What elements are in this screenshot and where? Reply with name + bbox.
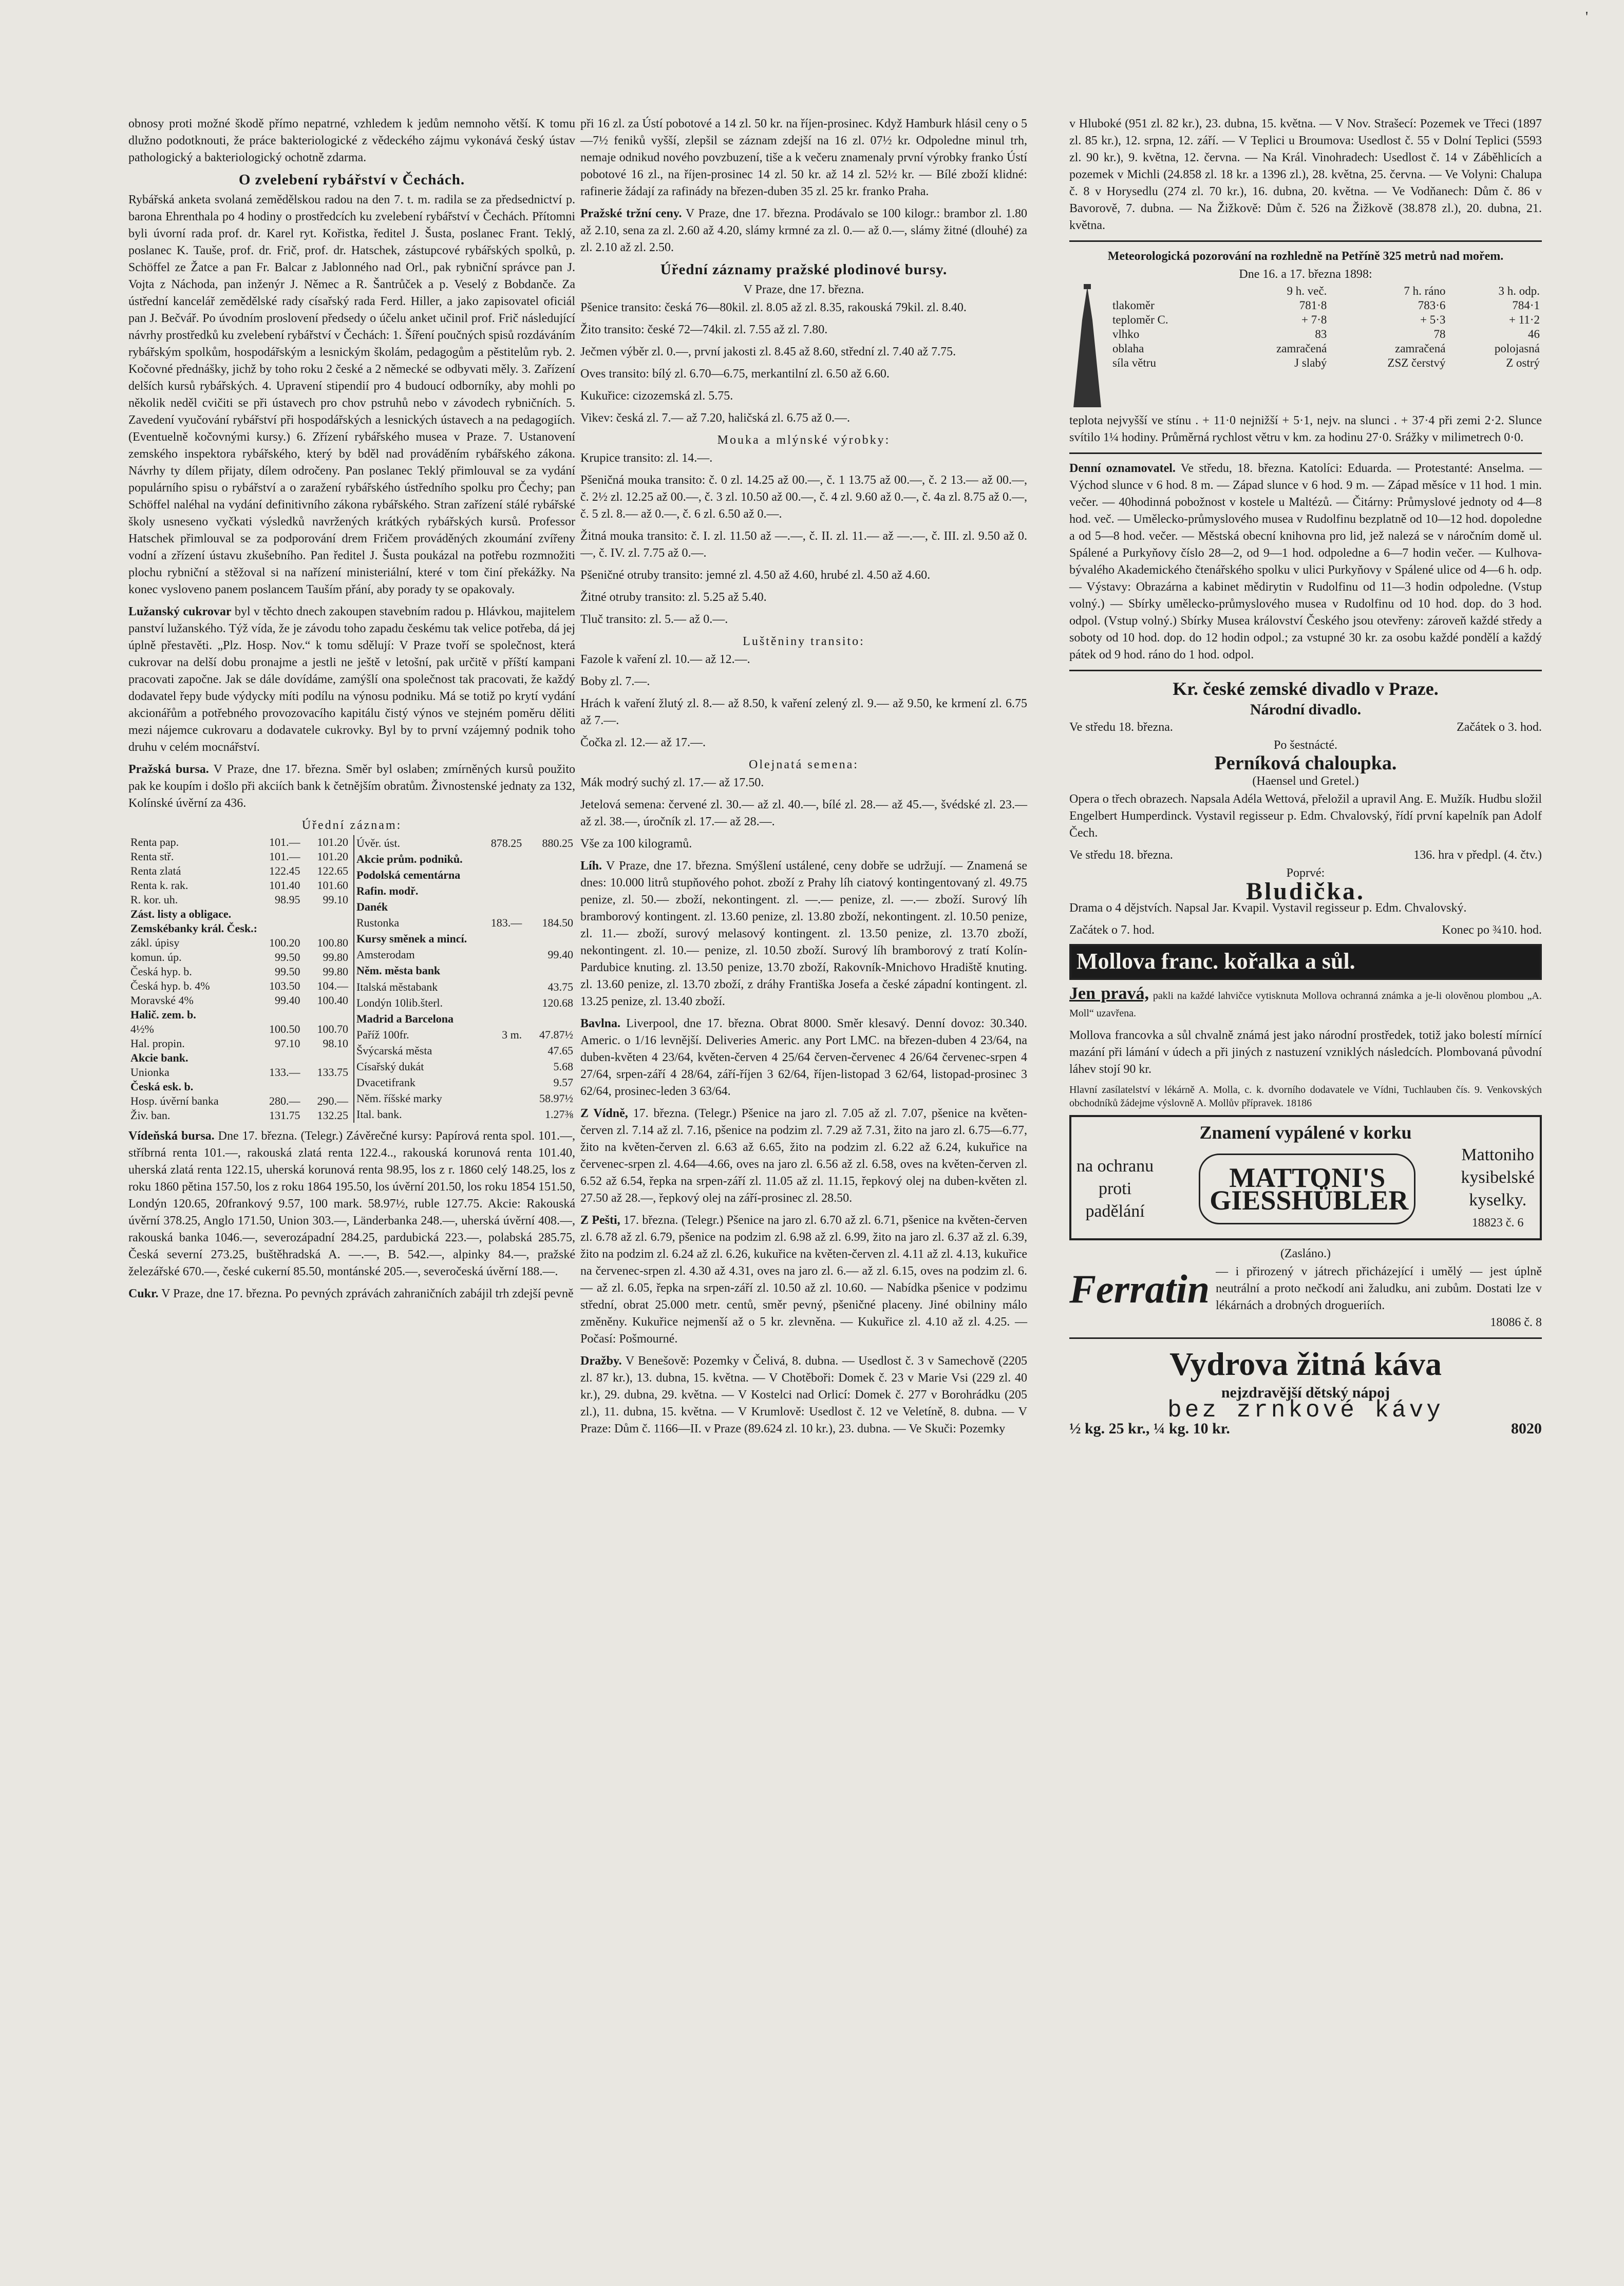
performance-2-end: Konec po ¾10. hod. xyxy=(1442,923,1542,937)
market-quote-line: Pšeničná mouka transito: č. 0 zl. 14.25 až 00.—, č. 1 13.75 až 00.—, č. 2 13.— až 00.—, č. 2½ zl. 12.25 až 00.—, č. 3 zl. 10.50 až 00.—, č. 4 zl. 9.60 až 0.—, č. 4a zl. 8.75 až 0.—, č. 5 zl. 8.— až 0.—, č. 6 zl. 6.50 až 0.—. xyxy=(580,474,1027,521)
vienna-bourse-text: Dne 17. března. (Telegr.) Závěrečné kursy: Papírová renta spol. 101.—, stříbrná renta 101.—, rakouská zlatá renta 122.4.., rakouská korunová renta 101.40, uherská zlatá renta 122.15, uherská korunová renta 98.95, los z r. 1860 celý 148.25, los z roku 1860 pětina 157.50, los z roku 1864 195.50, los úvěrní 201.50, los roku 1854 151.50, Londýn 120.65, 20frankový 9.57, 100 mark. 58.97½, ruble 127.75. Akcie: Rakouská úvěrní 378.25, Anglo 171.50, Union 303.—, Länderbanka 248.—, uherská úvěrní 408.—, rakouská banka 1046.—, severozápadní 284.25, pardubická 223.—, polabská 285.75, Česká severní 273.25, buštěhradská A. —.—, B. 542.—, alpinky 84.—, pražské železářské 670.—, české cukerní 85.50, montánské 205.—, severočeská úvěrní 188.—. xyxy=(128,1129,576,1278)
pest-grain-text: 17. března. (Telegr.) Pšenice na jaro zl. 6.70 až zl. 6.71, pšenice na květen-červen zl. 6.78 až zl. 6.79, pšenice na podzim zl. 6.98 až zl. 6.99, žito na jaro zl. 6.37 až zl. 6.39, žito na podzim zl. 6.24 až zl. 6.26, kukuřice na květen-červen zl. 4.11 až zl. 4.13, kukuřice na červenec-srpen zl. 4.30 až 4.31, oves na jaro zl. 6.— až zl. 6.15, oves na podzim zl. 6.— až zl. 6.05, řepka na srpen-září zl. 10.50 až zl. 10.60. — Nabídka pšenice v podzimu střední, obrat 25.000 metr. centů, směr pevný, pšeničné placeny. Jiné obilniny málo změněny. Kukuřice nejmenší až o 5 kr. zlevněna. — Kukuřice zl. 4.10 až zl. 4.25. — Počasí: Pošmourné. xyxy=(580,1214,1028,1346)
quote-row xyxy=(354,867,575,883)
quotes-right-table xyxy=(353,835,575,1123)
moll-ad-only-text: pakli na každé lahvičce vytisknuta Mollova ochranná známka a je-li olověnou plombou „A. Moll“ uzavřena. xyxy=(1069,990,1542,1019)
vienna-bourse-heading: Vídeňská bursa. xyxy=(128,1129,215,1143)
market-quote-line: Žitná mouka transito: č. I. zl. 11.50 až —.—, č. II. zl. 11.— až —.—, č. III. zl. 9.50 až 0.—, č. IV. zl. 7.75 až 0.—. xyxy=(580,530,1027,560)
quote-row xyxy=(128,878,350,893)
performance-2-date: Ve středu 18. března. xyxy=(1069,848,1173,862)
moll-ad-only: Jen pravá, xyxy=(1069,984,1149,1003)
fishery-heading: O zvelebení rybářství v Čechách. xyxy=(238,172,465,188)
mattoni-left-line: proti xyxy=(1098,1179,1132,1198)
quote-value: 183.— xyxy=(490,916,522,930)
quote-value: 47.87½ xyxy=(539,1028,573,1041)
quote-name: Zást. listy a obligace. xyxy=(130,908,232,920)
market-quote-line: Vikev: česká zl. 7.— až 7.20, haličská zl. 6.75 až 0.—. xyxy=(580,411,851,425)
performance-2-sub: Poprvé: xyxy=(1286,866,1325,880)
divider xyxy=(1069,452,1542,454)
mattoni-ad xyxy=(1069,1115,1542,1240)
sugar-continued: při 16 zl. za Ústí pobotové a 14 zl. 50 kr. na říjen-prosinec. Když Hamburk hlásil ceny o 5—7½ feniků vyšší, zlepšil se záznam zdejší na 16 zl. 07½ kr. Odpoledne minul trh, nemaje odnikud nového povzbuzení, tiše a k večeru znamenaly první výrobky franko Ústí pobotové 16 zl., na říjen-prosinec 14 zl. 50 kr. až 14 zl. 52½ kr. — Bílé zboží klidné: rafinerie žádají za rafinády na březen-duben 35 zl. 25 kr. franko Praha. xyxy=(580,117,1027,198)
market-quote-line: Kukuřice: cizozemská zl. 5.75. xyxy=(580,389,733,403)
market-quote-line: Žito transito: české 72—74kil. zl. 7.55 až zl. 7.80. xyxy=(580,323,828,336)
vienna-grain-heading: Z Vídně, xyxy=(580,1107,628,1120)
moll-ad-depot xyxy=(1069,1083,1542,1110)
quotes-left-table xyxy=(128,835,350,1123)
quote-name: Rustonka xyxy=(356,916,400,930)
performance-2-start: Začátek o 7. hod. xyxy=(1069,923,1155,937)
quote-row xyxy=(354,995,575,1011)
market-prices-text: V Praze, dne 17. března. Prodávalo se 100 kilogr.: brambor zl. 1.80 až 2.10, sena za zl. 2.60 až 4.20, slámy krmné za zl. 0.— až 0.—, slámy žitné (dlouhé) za zl. 2.10 až zl. 2.50. xyxy=(580,207,1027,254)
moll-ad-depot-text: Hlavní zasílatelství v lékárně A. Molla, c. k. dvorního dodavatele ve Vídni, Tuchlauben čís. 9. Venkovských obchodníků žádejme výslovně A. Mollův přípravek. xyxy=(1069,1084,1542,1109)
quote-row xyxy=(128,1008,350,1022)
weather-table xyxy=(1110,284,1542,370)
quote-value: 100.80 xyxy=(317,936,348,949)
quote-value: 99.40 xyxy=(275,994,300,1007)
sugar-factory-text: byl v těchto dnech zakoupen stavebním radou p. Hlávkou, majitelem panství lužanského. Týž vída, že je závodu toho zapadu českému tak velice potřeba, dá jej úplně přestavěti. „Plz. Hosp. Nov.“ k tomu sdělují: V Praze tvoří se společnost, která cukrovar na delší dobu pronajme a jestli ne ještě v letošní, pak určitě v příští kampani pracovati započne. Jak se dále dovídáme, zamýšlí ona společnost tak pracovati, že každý dodavatel řepy bude výdycky míti podílu na výnosu podniku. Má se totiž po krytí vydání akcionářům a potřebného provozovacího kapitálu čistý výnos ve stejném poměru děliti mezi nájemce cukrovaru a dodavatele cukrovky. Byl by to první vzájemný podnik toho druhu v celém mocnářství. xyxy=(128,605,575,754)
quote-name: R. kor. uh. xyxy=(130,893,178,906)
quote-value: 132.25 xyxy=(317,1109,348,1122)
oilseed-heading: Olejnatá semena: xyxy=(749,758,859,771)
quote-value: 122.65 xyxy=(317,864,348,877)
weather-value: 783·6 xyxy=(1418,299,1446,312)
quote-name: Italská městabank xyxy=(356,980,438,993)
quote-name: Unionka xyxy=(130,1066,169,1079)
quote-name: zákl. úpisy xyxy=(130,936,180,949)
quote-value: 101.20 xyxy=(317,850,348,863)
market-quote-line: Krupice transito: zl. 14.—. xyxy=(580,451,713,465)
auctions-continued: v Hluboké (951 zl. 82 kr.), 23. dubna, 15. května. — V Nov. Strašecí: Pozemek ve Třeci (1897 zl. 85 kr.), 12. srpna, 12. září. — V Teplici u Broumova: Usedlost č. 55 v Dolní Teplici (5593 zl. 90 kr.), 9. května, 12. června. — Na Král. Vinohradech: Usedlost č. 14 v Záběhlicích a pozemek v Michli (24.858 zl. 18 kr. a 1396 zl.), 28. května, 25. června. — Ve Volyni: Chalupa č. 8 v Horysedlu (274 zl. 70 kr.), 16. dubna, 20. května. — Ve Vodňanech: Dům č. 86 v Bavorově, 7. dubna. — Na Žižkově: Dům č. 526 na Žižkově (38.878 zl.), 20. dubna, 21. května. xyxy=(1069,117,1542,232)
quote-value: 99.10 xyxy=(323,893,348,906)
prague-bourse-text: V Praze, dne 17. března. Směr byl oslaben; zmírněných kursů použito pak ke koupím i došlo při akciích bank k četnějším obratům. Živnostenské jednaty za 132, Kolínské úvěrní za 436. xyxy=(128,763,575,810)
weather-value: ZSZ čerstvý xyxy=(1387,356,1446,369)
auctions-heading: Dražby. xyxy=(580,1354,622,1368)
mattoni-ad-body xyxy=(1077,1144,1535,1234)
moll-ad-title: Mollova franc. kořalka a sůl. xyxy=(1077,949,1355,974)
mattoni-right-line: kysibelské xyxy=(1461,1168,1535,1187)
quote-row xyxy=(354,1075,575,1091)
quote-row xyxy=(354,931,575,947)
weather-heading: Meteorologická pozorování na rozhledně na Petříně 325 metrů nad mořem. xyxy=(1107,250,1504,263)
quote-row xyxy=(128,864,350,878)
performance-2-times xyxy=(1069,922,1542,939)
quote-value: 878.25 xyxy=(490,836,522,849)
page-marker: ' xyxy=(1585,9,1588,25)
quote-name: 4½% xyxy=(130,1023,154,1035)
spirit-heading: Líh. xyxy=(580,859,602,873)
quote-row xyxy=(354,883,575,899)
quote-row xyxy=(354,899,575,915)
quote-row xyxy=(128,950,350,965)
quote-row xyxy=(354,1027,575,1043)
quote-name: Zemskébanky král. Česk.: xyxy=(130,922,257,935)
quote-name: Švýcarská města xyxy=(356,1044,432,1057)
weather-block xyxy=(1069,284,1542,412)
performance-1-title: Perníková chaloupka. xyxy=(1214,752,1397,774)
quote-value xyxy=(477,1075,524,1091)
mattoni-right-line: kyselky. xyxy=(1469,1191,1527,1210)
grain-list xyxy=(580,299,1027,427)
quote-name: Dvacetifrank xyxy=(356,1076,416,1089)
quote-row xyxy=(354,915,575,931)
weather-row xyxy=(1110,298,1542,313)
quote-row xyxy=(128,1036,350,1051)
divider xyxy=(1069,1337,1542,1339)
performance-1-date: Ve středu 18. března. xyxy=(1069,721,1173,734)
mattoni-ad-right xyxy=(1461,1144,1535,1234)
prague-bourse-article xyxy=(128,761,575,812)
quote-value: 98.10 xyxy=(323,1037,348,1050)
quote-name: Renta pap. xyxy=(130,836,179,848)
mattoni-ad-left xyxy=(1077,1155,1154,1223)
quote-value: 99.40 xyxy=(547,948,573,961)
quote-value: 100.40 xyxy=(317,994,348,1007)
market-quote-line: Pšeničné otruby transito: jemné zl. 4.50 až 4.60, hrubé zl. 4.50 až 4.60. xyxy=(580,569,931,582)
quote-row xyxy=(354,963,575,979)
quote-row xyxy=(128,936,350,950)
quote-value: 184.50 xyxy=(542,916,573,930)
quote-row xyxy=(128,921,350,936)
quote-name: Danék xyxy=(356,900,388,913)
quote-name: Něm. říšské marky xyxy=(356,1092,442,1105)
quote-value: 58.97½ xyxy=(539,1092,573,1105)
market-quote-line: Jetelová semena: červené zl. 30.— až zl. 40.—, bílé zl. 28.— až 45.—, švédské zl. 23.— až zl. 38.—, úročník zl. 17.— až 28.—. xyxy=(580,798,1027,828)
quote-row xyxy=(128,1080,350,1094)
quote-row xyxy=(354,947,575,963)
market-prices-article xyxy=(580,205,1027,256)
quote-value: 101.60 xyxy=(317,879,348,892)
quote-value: 131.75 xyxy=(269,1109,300,1122)
ferratin-text: — i přirozený v játrech přicházející i umělý — jest úplně neutrální a proto nečkodí ani žaludku, ani zubům. Dostati lze v lékárnách a drobných drogueriích. xyxy=(1216,1265,1542,1312)
quote-name: Londýn 10lib.šterl. xyxy=(356,996,443,1009)
column-1 xyxy=(128,116,575,1308)
performance-2-desc: Drama o 4 dějstvích. Napsal Jar. Kvapil. Vystavil regisseur p. Edm. Chvalovský. xyxy=(1069,901,1467,915)
quote-value xyxy=(477,1059,524,1075)
market-prices-heading: Pražské tržní ceny. xyxy=(580,207,682,220)
oilseed-list xyxy=(580,774,1027,853)
coffee-ad-number: 8020 xyxy=(1511,1420,1542,1437)
weather-value: + 5·3 xyxy=(1420,313,1446,326)
cotton-heading: Bavlna. xyxy=(580,1017,621,1030)
weather-column-header: 3 h. odp. xyxy=(1498,285,1540,297)
weather-value: 784·1 xyxy=(1512,299,1540,312)
quote-value: 99.50 xyxy=(275,965,300,978)
quote-value: 5.68 xyxy=(553,1060,573,1073)
quote-row xyxy=(128,893,350,907)
divider xyxy=(1069,240,1542,242)
quote-name: Rafin. modř. xyxy=(356,884,419,897)
official-record-heading: Úřední záznam: xyxy=(301,819,402,832)
pulse-heading: Luštěniny transito: xyxy=(743,635,865,648)
mattoni-label-line: MATTONI'S xyxy=(1229,1162,1386,1193)
grain-bourse-heading: Úřední záznamy pražské plodinové bursy. xyxy=(660,261,948,278)
coffee-ad-title: Vydrova žitná káva xyxy=(1169,1346,1442,1382)
quote-value: 100.70 xyxy=(317,1023,348,1035)
weather-measure: tlakoměr xyxy=(1112,299,1155,312)
theatre-subheading: Národní divadlo. xyxy=(1250,701,1362,718)
market-quote-line: Oves transito: bílý zl. 6.70—6.75, merkantilní zl. 6.50 až 6.60. xyxy=(580,367,890,381)
moll-ad-text: Mollova francovka a sůl chvalně známá jest jako národní prostředek, totiž jako bolestí mírnící mazání při lámání v údech a při jiných z nastuzení vzniklých následcích. Plombovaná původní láhev stojí 90 kr. xyxy=(1069,1029,1542,1076)
quote-name: Česká esk. b. xyxy=(130,1080,194,1093)
market-quote-line: Mák modrý suchý zl. 17.— až 17.50. xyxy=(580,776,764,789)
quote-row xyxy=(354,835,575,851)
cotton-article xyxy=(580,1015,1027,1100)
column-2 xyxy=(580,116,1027,1443)
quote-name: Renta k. rak. xyxy=(130,879,188,892)
quote-name: Živ. ban. xyxy=(130,1109,171,1122)
mattoni-ad-number: 18823 č. 6 xyxy=(1471,1216,1524,1230)
daily-notices-text: Ve středu, 18. března. Katolíci: Eduarda. — Protestanté: Anselma. — Východ slunce v 6 hod. 8 m. — Západ slunce v 6 hod. 9 m. — Západ měsíce v 11 hod. 1 min. večer. — 40hodinná pobožnost v kostele u Maltézů. — Čitárny: Průmyslové jednoty od 4—8 hod. več. — Umělecko-průmyslového musea v Rudolfinu bezplatně od 10—12 hod. dopoledne a od 5—8 hod. večer. — Městská obecní knihovna pro lid, jež nalezá se v náročním domě ul. Spálené a Purkyňovy číslo 28—2, od 9—1 hod. odpoledne a 6—7 hodin večer. — Kulhova-bývalého Akademického čtenářského spolku v ulici Purkyňovy v Spálené ulice od 4—6 h. odp. — Výstavy: Obrazárna a kabinet mědirytin v Rudolfinu od 11—3 hodin odpoledne. (Vstup volný.) — Sbírky umělecko-průmyslového musea v Rudolfinu od 10 hod. dop. do 3 hod. odpol. (Vstup volný.) Sbírky Musea království Českého jsou otevřeny: zároveň každé středy a soboty od 10 hod. dop. do 12 hodin odpol.; za vstupné 30 kr. za osobu každé pondělí a každý pátek od 9 hod. ráno do 1 hod. odpol. xyxy=(1069,462,1542,662)
quote-row xyxy=(354,1107,575,1123)
intro-paragraph: obnosy proti možné škodě přímo nepatrné, vzhledem k jedům nemnoho větší. K tomu dlužno podotknouti, že práce bakteriologické z vědeckého zájmu vykonává český ústav pathologický a bakteriologický ochotně zdarma. xyxy=(128,117,575,164)
sugar-factory-heading: Lužanský cukrovar xyxy=(128,605,232,618)
quote-name: Paříž 100fr. xyxy=(356,1028,409,1041)
quote-name: Hosp. úvěrní banka xyxy=(130,1094,219,1107)
weather-column-header: 9 h. več. xyxy=(1287,285,1327,297)
performance-1-original: (Haensel und Gretel.) xyxy=(1252,774,1359,788)
pest-grain-heading: Z Pešti, xyxy=(580,1214,620,1227)
column-3 xyxy=(1069,116,1542,1437)
sugar-market-heading: Cukr. xyxy=(128,1287,159,1300)
quote-value xyxy=(477,1043,524,1059)
quote-name: Halič. zem. b. xyxy=(130,1008,196,1021)
grain-bourse-date: V Praze, dne 17. března. xyxy=(743,283,864,296)
performance-2-extra: 136. hra v předpl. (4. čtv.) xyxy=(1413,848,1542,862)
quote-name: Moravské 4% xyxy=(130,994,194,1007)
quote-value: 47.65 xyxy=(547,1044,573,1057)
quote-value: 100.50 xyxy=(269,1023,300,1035)
quote-name: Madrid a Barcelona xyxy=(356,1012,454,1025)
quote-name: Podolská cementárna xyxy=(356,868,461,881)
quote-row xyxy=(128,1022,350,1036)
quote-value: 280.— xyxy=(269,1094,300,1107)
performance-1-sub: Po šestnácté. xyxy=(1274,739,1337,752)
quote-value xyxy=(477,947,524,963)
market-quote-line: Žitné otruby transito: zl. 5.25 až 5.40. xyxy=(580,591,767,604)
quote-name: Něm. města bank xyxy=(356,964,441,977)
quote-name: Kursy směnek a mincí. xyxy=(356,932,467,946)
quote-name: Česká hyp. b. 4% xyxy=(130,979,210,992)
quote-value: 104.— xyxy=(317,979,348,992)
market-quote-line: Ječmen výběr zl. 0.—, první jakosti zl. 8.45 až 8.60, střední zl. 7.40 až 7.75. xyxy=(580,345,956,358)
quote-value: 97.10 xyxy=(275,1037,300,1050)
flour-heading: Mouka a mlýnské výrobky: xyxy=(717,433,891,447)
quote-row xyxy=(128,979,350,993)
quote-name: Renta zlatá xyxy=(130,864,181,877)
ferratin-ad xyxy=(1069,1263,1542,1314)
quote-value: 101.40 xyxy=(269,879,300,892)
quote-value: 122.45 xyxy=(269,864,300,877)
market-quote-line: Pšenice transito: česká 76—80kil. zl. 8.05 až zl. 8.35, rakouská 79kil. zl. 8.40. xyxy=(580,301,967,314)
market-quote-line: Fazole k vaření zl. 10.— až 12.—. xyxy=(580,653,750,666)
quote-name: Ital. bank. xyxy=(356,1108,402,1121)
quote-value: 3 m. xyxy=(502,1028,522,1041)
petrin-tower-illustration xyxy=(1069,284,1105,412)
spirit-text: V Praze, dne 17. března. Smýšlení ustálené, ceny dobře se udržují. — Znamená se dnes: 10.000 litrů stupňového pohot. zboží z Prahy líh ciatový kontingentovaný zl. 49.75 penize, zl. 50.— zboží, nekontingent. zl. —.— penize, zl. —.— zboží. Surový líh bramborový kontingent. zl. 13.60 penize, zl. 13.80 zboží, nekontingent. zl. 10.50 penize, zl. 11.— zboží, surový melasový kontingent. zl. 13.50 penize, zl. 13.70 zboží, nekontingent. zl. 10.— penize, zl. 10.50 zboží. Surový líh bramborový z tratí Kolín-Pardubice knuting. zl. 13.50 penize, 13.70 zboží, Rakovník-Mnichovo Hradiště knuting. zl. 13.60 penize, zl. 13.70 zboží, z dráhy Františka Josefa a české západní kontingent. zl. 13.25 penize, zl. 13.40 zboží. xyxy=(580,859,1027,1008)
quote-value: 43.75 xyxy=(547,980,573,993)
vienna-grain-text: 17. března. (Telegr.) Pšenice na jaro zl. 7.05 až zl. 7.07, pšenice na květen-červen zl. 7.14 až zl. 7.16, pšenice na podzim zl. 7.29 až 7.31, žito na jaro zl. 6.75—6.77, žito na květen-červen zl. 6.63 až 6.65, žito na podzim zl. 6.22 až 6.24, kukuřice na červenec-srpen zl. 4.64—4.66, oves na jaro zl. 6.56 až zl. 6.58, oves na květen-červen zl. 6.52 až 6.54, řepka na srpen-září zl. 11.05 až zl. 11.15, řepkový olej na duben-květen zl. 27.50 až 28.—, řepkový olej na září-prosinec zl. 28.50. xyxy=(580,1107,1028,1205)
performance-1-desc: Opera o třech obrazech. Napsala Adéla Wettová, přeložil a upravil Ang. E. Mužík. Hudbu složil Engelbert Humperdinck. Vystavil regisseur p. Edm. Chvalovský, řídí první kapelník pan Adolf Čech. xyxy=(1069,792,1542,840)
quote-row xyxy=(128,907,350,921)
quote-row xyxy=(128,1108,350,1123)
quote-name: Česká hyp. b. xyxy=(130,965,192,978)
mattoni-cork-label xyxy=(1199,1154,1415,1224)
quote-value: 99.80 xyxy=(323,965,348,978)
quote-value: 101.— xyxy=(269,836,300,848)
weather-value: + 7·8 xyxy=(1301,313,1327,326)
sugar-market-article xyxy=(128,1286,575,1302)
quote-name: Hal. propin. xyxy=(130,1037,185,1050)
quote-row xyxy=(354,1011,575,1027)
spirit-article xyxy=(580,858,1027,1010)
quote-row xyxy=(128,1094,350,1108)
cotton-text: Liverpool, dne 17. března. Obrat 8000. Směr klesavý. Denní dovoz: 30.340. Americ. o 1/16 levnější. Deliveries Americ. any Port LMC. na březen-duben 4 23/64, na duben-květen 4 23/64, květen-červen 4 25/64 červen-červenec 4 26/64 červenec-srpen 4 27/64, srpen-září 4 28/64, září-říjen 3 62/64, říjen-listopad 3 62/64, listopad-prosinec 3 62/64, prosinec-leden 3 63/64. xyxy=(580,1017,1027,1098)
market-quote-line: Boby zl. 7.—. xyxy=(580,675,650,688)
prague-bourse-heading: Pražská bursa. xyxy=(128,763,209,776)
market-quote-line: Čočka zl. 12.— až 17.—. xyxy=(580,736,706,749)
quote-row xyxy=(354,1043,575,1059)
market-quote-line: Tluč transito: zl. 5.— až 0.—. xyxy=(580,613,728,626)
ferratin-logo: Ferratin xyxy=(1069,1266,1210,1311)
quote-row xyxy=(354,851,575,867)
quote-row xyxy=(354,1091,575,1107)
weather-value: 83 xyxy=(1315,328,1327,341)
quote-row xyxy=(128,965,350,979)
mattoni-left-line: na ochranu xyxy=(1077,1157,1154,1176)
weather-row xyxy=(1110,327,1542,342)
moll-ad-number: 18186 xyxy=(1286,1098,1312,1109)
performance-1-start: Začátek o 3. hod. xyxy=(1457,721,1542,734)
performance-2-title: Bludička. xyxy=(1245,878,1366,905)
quote-value xyxy=(477,979,524,995)
coffee-ad-subtitle: nejzdravější dětský nápoj xyxy=(1221,1384,1390,1401)
weather-row xyxy=(1110,356,1542,370)
weather-value: polojasná xyxy=(1494,342,1540,355)
mattoni-label-line: GIESSHÜBLER xyxy=(1210,1185,1409,1216)
weather-measure: vlhko xyxy=(1112,328,1140,341)
performance-2-info xyxy=(1069,847,1542,864)
vienna-bourse-article xyxy=(128,1128,575,1280)
quote-name: Akcie prům. podniků. xyxy=(356,852,463,865)
quote-name: Amsterodam xyxy=(356,948,415,961)
quote-value xyxy=(477,1091,524,1107)
weather-measure: teploměr C. xyxy=(1112,313,1168,326)
quote-value: 101.20 xyxy=(317,836,348,848)
weather-row xyxy=(1110,313,1542,327)
quote-value: 100.20 xyxy=(269,936,300,949)
coffee-ad-price: ½ kg. 25 kr., ¼ kg. 10 kr. xyxy=(1069,1420,1230,1437)
sugar-factory-article xyxy=(128,603,575,756)
market-quote-line: Vše za 100 kilogramů. xyxy=(580,837,692,851)
quote-row xyxy=(128,1051,350,1065)
quote-value: 120.68 xyxy=(542,996,573,1009)
pulse-list xyxy=(580,651,1027,751)
weather-column-header: 7 h. ráno xyxy=(1404,285,1446,297)
daily-notices-heading: Denní oznamovatel. xyxy=(1069,462,1176,475)
weather-value: 46 xyxy=(1528,328,1540,341)
quotes-tables xyxy=(128,835,575,1123)
coffee-ad-subtitle-2: bez zrnkové kávy xyxy=(1167,1397,1444,1424)
weather-row xyxy=(1110,342,1542,356)
quote-value: 9.57 xyxy=(553,1076,573,1089)
quote-value xyxy=(477,995,524,1011)
vienna-grain-article xyxy=(580,1105,1027,1207)
quote-name: Úvěr. úst. xyxy=(356,836,400,849)
weather-measure: oblaha xyxy=(1112,342,1144,355)
divider xyxy=(1069,670,1542,671)
weather-value: zamračená xyxy=(1276,342,1327,355)
quote-value: 133.— xyxy=(269,1066,300,1079)
mattoni-right-line: Mattoniho xyxy=(1461,1145,1535,1164)
weather-value: J slabý xyxy=(1294,356,1327,369)
quote-name: komun. úp. xyxy=(130,951,182,963)
weather-value: + 11·2 xyxy=(1508,313,1540,326)
pest-grain-article xyxy=(580,1212,1027,1348)
quote-value: 103.50 xyxy=(269,979,300,992)
quote-value: 880.25 xyxy=(542,836,573,849)
quote-value: 1.27⅜ xyxy=(545,1108,573,1121)
weather-notes: teplota nejvyšší ve stínu . + 11·0 nejnižší + 5·1, nejv. na slunci . + 37·4 při zemi 2·2. Slunce svítilo 1¼ hodiny. Průměrná rychlost větru v km. za hodinu 27·0. Srážky v milimetrech 0·0. xyxy=(1069,414,1542,444)
quote-row xyxy=(128,993,350,1008)
quote-row xyxy=(354,1059,575,1075)
daily-notices xyxy=(1069,460,1542,664)
quote-row xyxy=(128,1065,350,1080)
moll-ad-banner xyxy=(1069,944,1542,980)
quote-value xyxy=(477,1107,524,1123)
weather-measure: síla větru xyxy=(1112,356,1156,369)
quote-row xyxy=(128,835,350,849)
quote-value: 290.— xyxy=(317,1094,348,1107)
quote-name: Akcie bank. xyxy=(130,1051,188,1064)
quote-value: 133.75 xyxy=(317,1066,348,1079)
weather-date: Dne 16. a 17. března 1898: xyxy=(1239,268,1372,281)
ferratin-number: 18086 č. 8 xyxy=(1490,1316,1542,1329)
sugar-market-text: V Praze, dne 17. března. Po pevných zprávách zahraničních zabájil trh zdejší pevně xyxy=(161,1287,574,1300)
fishery-article: Rybářská anketa svolaná zemědělskou radou na den 7. t. m. radila se za předsednictví p. barona Ehrenthala po 4 hodiny o prostředcích ku zvelebení rybářství v Čechách. Přítomni byli úvorní rada prof. dr. Karel ryt. Kořistka, ředitel J. Šusta, poslanec Frant. Teklý, poslanec K. Tauše, prof. dr. Frič, prof. dr. Hatschek, zástupcové rybářských spolků, p. Schöffel ze Žatce a pan Fr. Balcar z Jablonného nad Orl., pak rybniční správce pan J. Vojta z Náchoda, pan inženýr J. Němec a R. Šantrůček a p. Veselý z Bobdanče. Za ústřední kancelář zemědělské rady císařský rada Ferd. Hiller, a jako zapisovatel oficiál pan J. Bečvář. Po úvodním proslovení předsedy o účelu anket učinil prof. Frič následující návrhy prostředků ku zvelebení rybářství v Čechách: 1. Šíření poučných spisů rozdáváním rybářským spolkům, hospodářským a lesnickým školám, pedagogům a pěstitelům ryb. 2. Kočovné přednášky, jichž by toho roku 2 české a 2 německé se odbyvati měly. 3. Zařízení delších kursů rybářských. 4. Upravení stipendií pro 4 budoucí odborníky, aby mohli po několik neděl cvičiti se při ústavech pro chov pstruhů nebo v závodech rybničních. 5. Zavedení vyučování rybářství při hospodářských a lesnických ústavech a na pedagogiích. (Eventuelně kočovnými kursy.) 6. Zřízení rybářského musea v Praze. 7. Ustanovení zemského inspektora rybářského, který by bděl nad prováděním rybářského zákona. Návrhy ty dílem přijaty, dílem odročeny. Pan poslanec Teklý přimlouval se za vydání populárního spisu o rybářství a o zaražení rybářského ústředního spolku pro Čechy; pan Schöffel naléhal na vydání definitivního zákona rybářského. Stran zařízení stálé rybářské školy usneseno vyčkati výsledků navržených krátkých rybářských kursů. Professor Hatschek přimlouval se za podporování drem Fričem prováděných zkoumání zvířeny vodní a zřízení ústavu zkušebního. Pan ředitel J. Šusta poukázal na potřebu rozmnožiti plochu rybniční a stěžoval si na nařízení ministeriální, které v tom činí překážky. Na konec vysloveno panem poslancem Tauším přání, aby porady ty se opakovaly. xyxy=(128,193,575,596)
mattoni-left-line: padělání xyxy=(1085,1202,1145,1221)
weather-value: 781·8 xyxy=(1299,299,1327,312)
quote-row xyxy=(128,849,350,864)
weather-value: 78 xyxy=(1433,328,1446,341)
auctions-article xyxy=(580,1353,1027,1438)
quote-name: Renta stř. xyxy=(130,850,174,863)
quote-value: 99.80 xyxy=(323,951,348,963)
ferratin-sent: (Zasláno.) xyxy=(1280,1247,1331,1260)
quote-value: 99.50 xyxy=(275,951,300,963)
auctions-text: V Benešově: Pozemky v Čelivá, 8. dubna. — Usedlost č. 3 v Samechově (2205 zl. 87 kr.), 13. dubna, 15. května. — V Chotěboři: Domek č. 23 v Marie Vsi (229 zl. 40 kr.), 29. dubna, 29. května. — V Kostelci nad Orlicí: Domek č. 277 v Borohrádku (205 zl.), 11. dubna, 15. května. — V Krumlově: Usedlost č. 12 ve Veletíně, 8. dubna. — V Praze: Dům č. 1166—II. v Praze (89.624 zl. 10 kr.), 23. dubna. — Ve Skuči: Pozemky xyxy=(580,1354,1027,1435)
mattoni-ad-heading: Znamení vypálené v korku xyxy=(1199,1122,1412,1143)
quote-row xyxy=(354,979,575,995)
quote-name: Císařský dukát xyxy=(356,1060,424,1073)
weather-value: zamračená xyxy=(1395,342,1446,355)
quote-value: 101.— xyxy=(269,850,300,863)
theatre-heading: Kr. české zemské divadlo v Praze. xyxy=(1173,678,1439,699)
market-quote-line: Hrách k vaření žlutý zl. 8.— až 8.50, k vaření zelený zl. 9.— až 9.50, ke krmení zl. 6.75 až 7.—. xyxy=(580,697,1027,727)
quote-value: 98.95 xyxy=(275,893,300,906)
flour-list xyxy=(580,450,1027,628)
moll-ad-authentic xyxy=(1069,985,1542,1022)
weather-value: Z ostrý xyxy=(1506,356,1540,369)
performance-1-info xyxy=(1069,719,1542,736)
